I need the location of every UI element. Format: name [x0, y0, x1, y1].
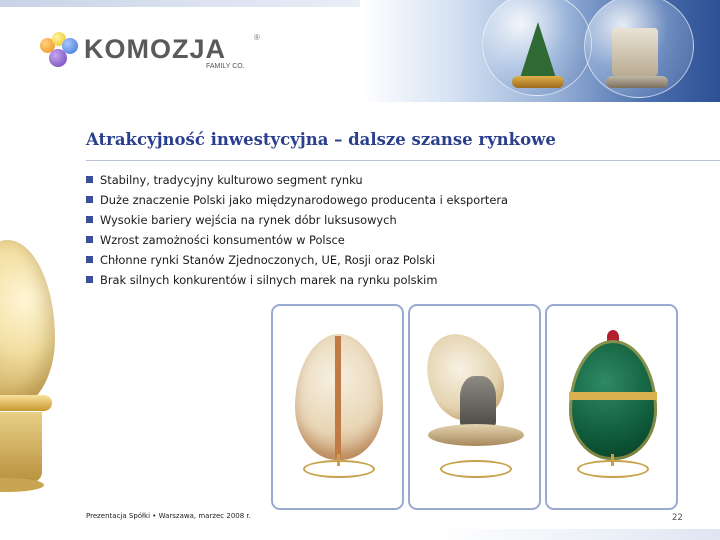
bullet-square-icon: [86, 196, 93, 203]
product-photo-green-egg: [545, 304, 678, 510]
bullet-text: Wzrost zamożności konsumentów w Polsce: [100, 233, 345, 247]
footer-band: [0, 529, 720, 540]
bullet-text: Brak silnych konkurentów i silnych marek na rynku polskim: [100, 273, 438, 287]
bullet-text: Stabilny, tradycyjny kulturowo segment rynku: [100, 173, 363, 187]
house-figure: [612, 28, 658, 76]
decorative-egg-left: [0, 240, 55, 410]
product-photo-painted-egg: [271, 304, 404, 510]
egg-stand-ring: [303, 460, 375, 478]
egg-gold-band: [569, 392, 657, 400]
bullet-text: Chłonne rynki Stanów Zjednoczonych, UE, Rosji oraz Polski: [100, 253, 436, 267]
decorative-egg-stand: [0, 412, 42, 482]
decorative-egg-band: [0, 395, 52, 411]
logo-dot-purple: [49, 49, 67, 67]
slide-title: Atrakcyjność inwestycyjna – dalsze szanse rynkowe: [86, 130, 556, 149]
bullet-square-icon: [86, 236, 93, 243]
page-number: 22: [672, 513, 683, 523]
bullet-text: Wysokie bariery wejścia na rynek dóbr luksusowych: [100, 213, 397, 227]
bullet-square-icon: [86, 276, 93, 283]
egg-hinge-stripe: [335, 336, 341, 458]
bullet-square-icon: [86, 216, 93, 223]
christmas-tree-figure: [520, 22, 556, 78]
company-logo: [38, 30, 278, 78]
bullet-square-icon: [86, 176, 93, 183]
bullet-list: [86, 170, 508, 290]
logo-wordmark: KOMOZJA: [84, 34, 226, 64]
logo-subtitle: FAMILY CO.: [206, 63, 245, 70]
footer-caption: Prezentacja Spółki • Warszawa, marzec 2008 r.: [86, 512, 251, 520]
bell-figure-image: [460, 376, 496, 428]
product-photo-open-egg-bell: [408, 304, 541, 510]
title-divider: [86, 160, 720, 161]
header-snow-globes-photo: [362, 0, 720, 102]
bullet-square-icon: [86, 256, 93, 263]
logo-registered-mark: ®: [254, 33, 260, 42]
bullet-item: [86, 190, 508, 210]
bullet-item: [86, 170, 508, 190]
bullet-item: [86, 270, 508, 290]
bullet-text: Duże znaczenie Polski jako międzynarodowego producenta i eksportera: [100, 193, 509, 207]
logo-dots-icon: [38, 30, 82, 74]
snow-globe-base-left: [512, 76, 564, 88]
snow-globe-base-right: [606, 76, 668, 88]
open-egg-base-image: [428, 424, 524, 446]
decorative-egg-foot: [0, 478, 44, 492]
bullet-item: [86, 250, 508, 270]
top-accent-stripe: [0, 0, 360, 7]
egg-stand-ring: [577, 460, 649, 478]
egg-stand-ring: [440, 460, 512, 478]
bullet-item: [86, 230, 508, 250]
green-gold-egg-image: [569, 340, 657, 460]
bullet-item: [86, 210, 508, 230]
